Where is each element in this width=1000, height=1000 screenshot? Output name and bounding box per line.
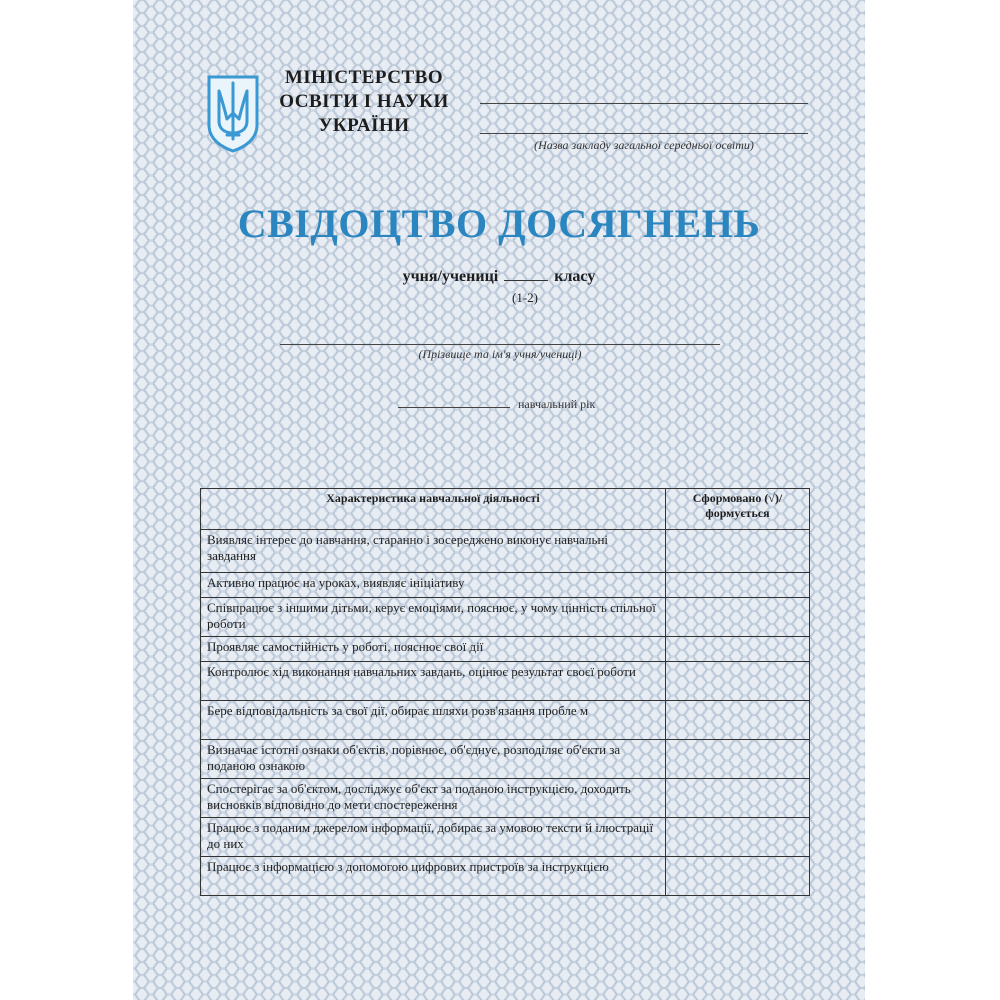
student-name-caption: (Прізвище та ім'я учня/учениці) — [418, 347, 582, 361]
criterion-text: Працює з інформацією з допомогою цифрових пристроїв за інструкцією — [201, 857, 666, 896]
status-cell[interactable] — [666, 857, 810, 896]
criterion-text: Працює з поданим джерелом інформації, добирає за умовою тексти й ілюстрації до них — [201, 818, 666, 857]
table-row — [201, 530, 810, 573]
grade-suffix: класу — [554, 268, 596, 285]
table-row — [201, 701, 810, 740]
table-row — [201, 740, 810, 779]
status-cell[interactable] — [666, 573, 810, 598]
table-row — [201, 779, 810, 818]
grade-line — [133, 268, 865, 286]
criterion-text: Контролює хід виконання навчальних завдань, оцінює результат своєї роботи — [201, 662, 666, 701]
grade-range: (1-2) — [512, 290, 538, 305]
status-cell[interactable] — [666, 779, 810, 818]
criterion-text: Співпрацює з іншими дітьми, керує емоціями, пояснює, у чому цінність спільної роботи — [201, 598, 666, 637]
grade-prefix: учня/учениці — [402, 268, 499, 285]
table-row — [201, 818, 810, 857]
student-name-line[interactable] — [280, 344, 720, 345]
ministry-line-2: ОСВІТИ І НАУКИ — [279, 91, 449, 112]
school-name-line-2[interactable] — [480, 133, 808, 134]
certificate-title: СВІДОЦТВО ДОСЯГНЕНЬ — [237, 201, 761, 246]
table-row — [201, 637, 810, 662]
table-row — [201, 598, 810, 637]
status-cell[interactable] — [666, 598, 810, 637]
criterion-text: Проявляє самостійність у роботі, пояснює свої дії — [201, 637, 666, 662]
header-characteristic: Характеристика навчальної діяльності — [201, 489, 666, 530]
table-row — [201, 857, 810, 896]
table-row — [201, 662, 810, 701]
status-cell[interactable] — [666, 740, 810, 779]
status-cell[interactable] — [666, 662, 810, 701]
header-status: Сформовано (√)/ формується — [666, 489, 810, 530]
ministry-line-1: МІНІСТЕРСТВО — [284, 67, 444, 88]
criteria-table — [200, 488, 810, 896]
status-cell[interactable] — [666, 701, 810, 740]
status-cell[interactable] — [666, 637, 810, 662]
ministry-name — [276, 66, 452, 138]
status-cell[interactable] — [666, 818, 810, 857]
table-header-row — [201, 489, 810, 530]
criterion-text: Виявляє інтерес до навчання, старанно і зосереджено виконує навчальні завдання — [201, 530, 666, 573]
criterion-text: Бере відповідальність за свої дії, обирає шляхи розв'язання пробле м — [201, 701, 666, 740]
school-year-label: навчальний рік — [518, 397, 596, 411]
table-row — [201, 573, 810, 598]
trident-emblem-icon — [205, 73, 261, 153]
criterion-text: Спостерігає за об'єктом, досліджує об'єкт за поданою інструкцією, доходить висновків відповідно до мети спостереження — [201, 779, 666, 818]
school-name-caption: (Назва закладу загальної середньої освіти) — [534, 138, 754, 152]
ministry-line-3: УКРАЇНИ — [318, 115, 410, 136]
status-cell[interactable] — [666, 530, 810, 573]
criterion-text: Активно працює на уроках, виявляє ініціативу — [201, 573, 666, 598]
school-year-line[interactable] — [398, 407, 510, 408]
school-name-line-1[interactable] — [480, 103, 808, 104]
grade-blank[interactable] — [504, 268, 548, 281]
criterion-text: Визначає істотні ознаки об'єктів, порівнює, об'єднує, розподіляє об'єкти за поданою ознакою — [201, 740, 666, 779]
